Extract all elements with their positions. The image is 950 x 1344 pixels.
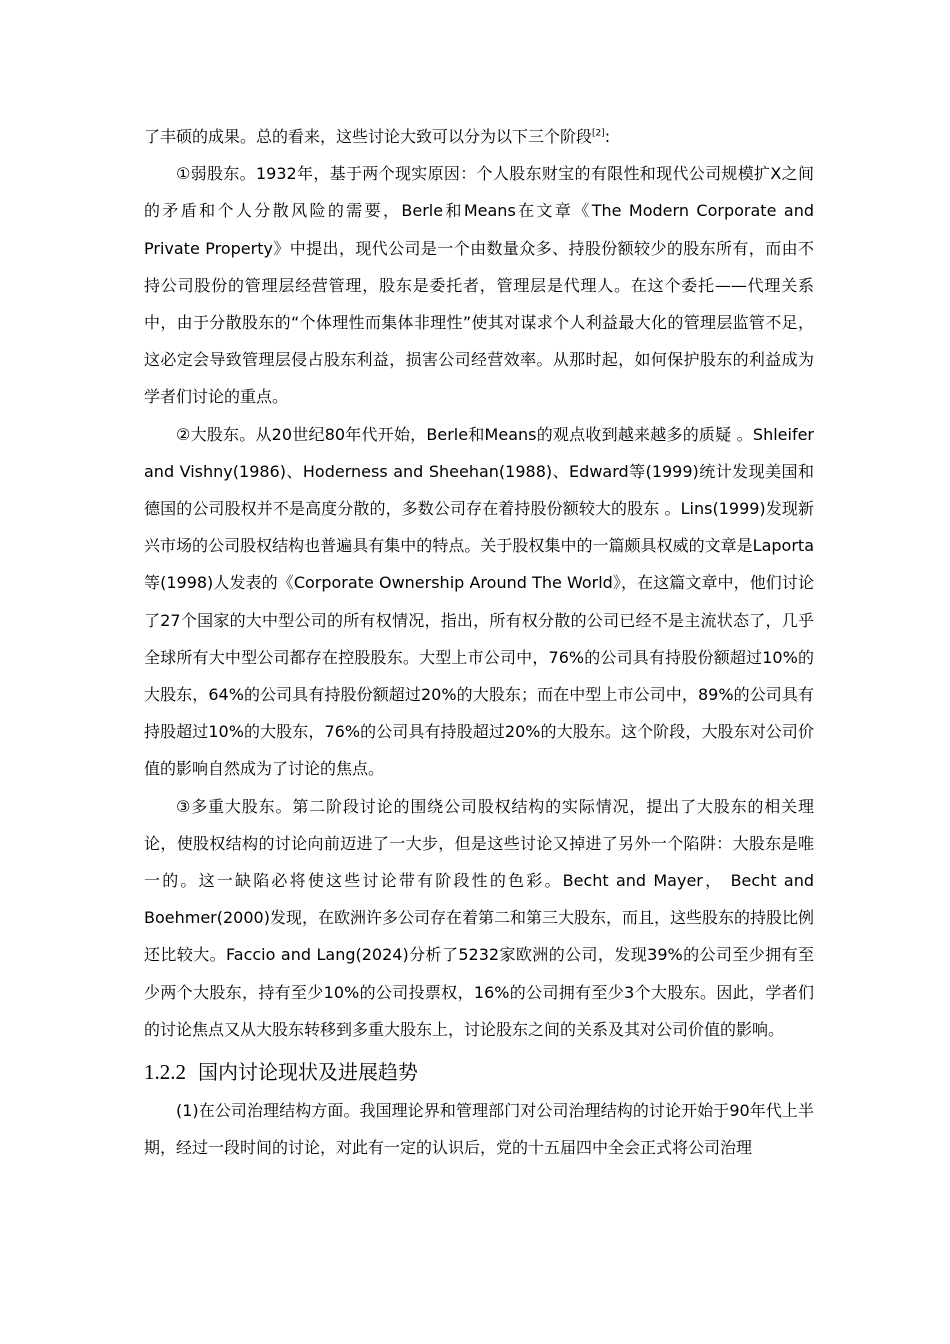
- intro-paragraph: [144, 118, 814, 155]
- section-number: 1.2.2: [144, 1060, 186, 1085]
- intro-colon: :: [604, 127, 611, 146]
- document-body: [144, 118, 814, 1166]
- section-title: 国内讨论现状及进展趋势: [198, 1060, 418, 1085]
- intro-text: 了丰硕的成果。总的看来，这些讨论大致可以分为以下三个阶段: [144, 127, 593, 146]
- section-heading: [144, 1052, 814, 1092]
- paragraph-large-shareholders: ②大股东。从20世纪80年代开始，Berle和Means的观点收到越来越多的质疑 。Shleifer and Vishny(1986)、Hoderness and Sheehan(1988)、Edward等(1999)统计发现美国和德国的公司股权并不是高度分散的，多数公司存在着持股份额较大的股东 。Lins(1999)发现新兴市场的公司股权结构也普遍具有集中的特点。关于股权集中的一篇颇具权威的文章是Laporta等(1998)人发表的《Corporate Ownership Around The World》，在这篇文章中，他们讨论了27个国家的大中型公司的所有权情况，指出，所有权分散的公司已经不是主流状态了，几乎全球所有大中型公司都存在控股股东。大型上市公司中，76%的公司具有持股份额超过10%的大股东，64%的公司具有持股份额超过20%的大股东；而在中型上市公司中，89%的公司具有持股超过10%的大股东，76%的公司具有持股超过20%的大股东。这个阶段，大股东对公司价值的影响自然成为了讨论的焦点。: [144, 424, 814, 779]
- paragraph-multiple-large-shareholders: ③多重大股东。第二阶段讨论的围绕公司股权结构的实际情况，提出了大股东的相关理论，使股权结构的讨论向前迈进了一大步，但是这些讨论又掉进了另外一个陷阱：大股东是唯一的。这一缺陷必将使这些讨论带有阶段性的色彩。Becht and Mayer， Becht and Boehmer(2000)发现，在欧洲许多公司存在着第二和第三大股东，而且，这些股东的持股比例还比较大。Faccio and Lang(2024)分析了5232家欧洲的公司，发现39%的公司至少拥有至少两个大股东，持有至少10%的公司投票权，16%的公司拥有至少3个大股东。因此，学者们的讨论焦点又从大股东转移到多重大股东上，讨论股东之间的关系及其对公司价值的影响。: [144, 796, 814, 1039]
- citation-reference[interactable]: [2]: [592, 128, 605, 139]
- paragraph-weak-shareholders: ①弱股东。1932年，基于两个现实原因：个人股东财宝的有限性和现代公司规模扩X之间的矛盾和个人分散风险的需要，Berle和Means在文章《The Modern Corporate and Private Property》中提出，现代公司是一个由数量众多、持股份额较少的股东所有，而由不持公司股份的管理层经营管理，股东是委托者，管理层是代理人。在这个委托——代理关系中，由于分散股东的“个体理性而集体非理性”使其对谋求个人利益最大化的管理层监管不足，这必定会导致管理层侵占股东利益，损害公司经营效率。从那时起，如何保护股东的利益成为学者们讨论的重点。: [144, 164, 814, 407]
- paragraph-corporate-governance: (1)在公司治理结构方面。我国理论界和管理部门对公司治理结构的讨论开始于90年代上半期，经过一段时间的讨论，对此有一定的认识后，党的十五届四中全会正式将公司治理: [144, 1101, 814, 1158]
